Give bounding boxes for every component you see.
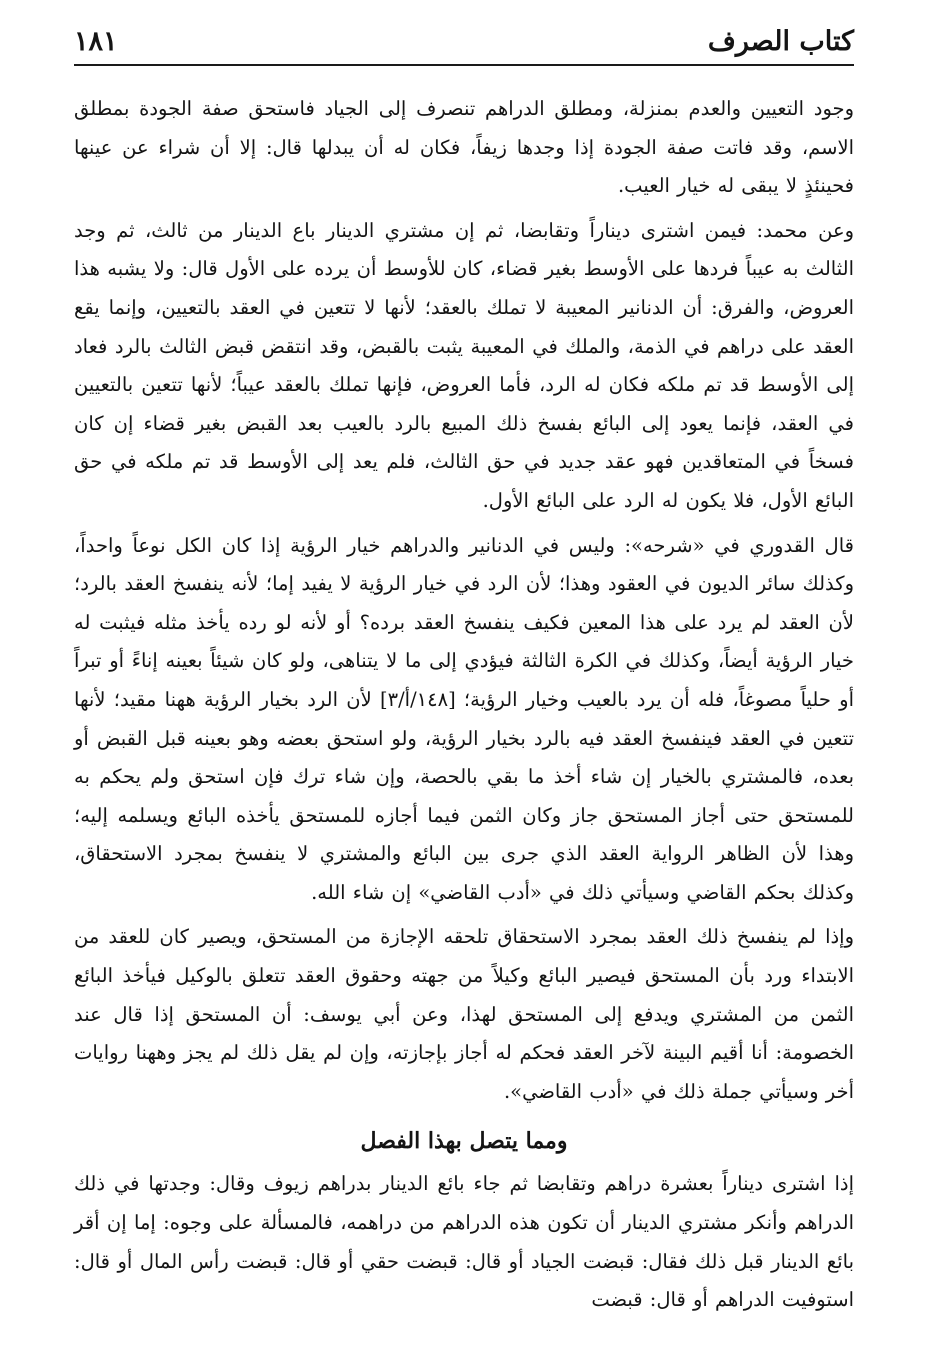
paragraph-1: وجود التعيين والعدم بمنزلة، ومطلق الدراهم تنصرف إلى الجياد فاستحق صفة الجودة بمطلق الاسم، وقد فاتت صفة الجودة إذا وجدها زيفاً، فكان له أن يبدلها قال: إلا أن شراء عن عينها فحينئذٍ لا يبقى له خيار العيب. <box>74 97 854 198</box>
paragraph-4: وإذا لم ينفسخ ذلك العقد بمجرد الاستحقاق تلحقه الإجازة من المستحق، ويصير كان للعقد من الابتداء ورد بأن المستحق فيصير البائع وكيلاً من جهته وحقوق العقد تتعلق بالوكيل فيأخذ البائع الثمن من المشتري ويدفع إلى المستحق لهذا، وعن أبي يوسف: أن المستحق إذا قال عند الخصومة: أنا أقيم البينة لآخر العقد فحكم له أجاز بإجازته، وإن لم يقل ذلك لم يجز وههنا روايات أخر وسيأتي جملة ذلك في «أدب القاضي». <box>74 925 854 1103</box>
page-header <box>74 18 854 66</box>
section-paragraph: إذا اشترى ديناراً بعشرة دراهم وتقابضا ثم جاء بائع الدينار بدراهم زيوف وقال: وجدتها في ذلك الدراهم وأنكر مشتري الدينار أن تكون هذه الدراهم من دراهمه، فالمسألة على وجوه: إما إن أقر بائع الدينار قبل ذلك فقال: قبضت الجياد أو قال: قبضت حقي أو قال: قبضت رأس المال أو قال: استوفيت الدراهم أو قال: قبضت <box>74 1172 854 1312</box>
section-heading: ومما يتصل بهذا الفصل <box>360 1128 568 1155</box>
paragraph-3: قال القدوري في «شرحه»: وليس في الدنانير والدراهم خيار الرؤية إذا كان الكل نوعاً واحداً، وكذلك سائر الديون في العقود وهذا؛ لأن الرد في خيار الرؤية لا يفيد إما؛ لأنه ينفسخ العقد بالرد؛ لأن العقد لم يرد على هذا المعين فكيف ينفسخ العقد برده؟ أو لأنه لو رده يأخذ مثله فيثبت له خيار الرؤية أيضاً، وكذلك في الكرة الثالثة فيؤدي إلى ما لا يتناهى، ولو كان شيئاً بعينه إناءً أو تبراً أو حلياً مصوغاً، فله أن يرد بالعيب وخيار الرؤية؛ [١٤٨/أ/٣] لأن الرد بخيار الرؤية ههنا مقيد؛ لأنها تتعين في العقد فينفسخ العقد فيه بالرد بخيار الرؤية، ولو استحق بعضه وهو بعينه قبل القبض أو بعده، فالمشتري بالخيار إن شاء أخذ ما بقي بالحصة، وإن شاء ترك فإن استحق ولم يحكم به للمستحق حتى أجاز المستحق جاز وكان الثمن فيما أجازه للمستحق يأخذه البائع ويسلمه إليه؛ وهذا لأن الظاهر الرواية العقد الذي جرى بين البائع والمشتري لا ينفسخ بمجرد الاستحقاق، وكذلك بحكم القاضي وسيأتي ذلك في «أدب القاضي» إن شاء الله. <box>74 533 855 904</box>
book-page <box>74 18 854 1320</box>
running-title: كتاب الصرف <box>707 26 854 57</box>
paragraph-2: وعن محمد: فيمن اشترى ديناراً وتقابضا، ثم إن مشتري الدينار باع الدينار من ثالث، ثم وجد الثالث به عيباً فردها على الأوسط بغير قضاء، كان للأوسط أن يرده على الأول قال: ولا يشبه هذا العروض، والفرق: أن الدنانير المعيبة لا تملك بالعقد؛ لأنها لا تتعين في العقد بالتعيين، وإنما يقع العقد على دراهم في الذمة، والملك في المعيبة يثبت بالقبض، وقد انتقض قبض الثالث بالرد فعاد إلى الأوسط قد تم ملكه فكان له الرد، فأما العروض، فإنها تملك بالعقد عيباً؛ لأنها تتعين بالتعيين في العقد، فإنما يعود إلى البائع بفسخ ذلك المبيع بالرد بالعيب بعد القبض بغير قضاء إن كان فسخاً في المتعاقدين فهو عقد جديد في حق الثالث، فلم يعد إلى الأوسط قد تم ملكه في حق البائع الأول، فلا يكون له الرد على البائع الأول. <box>74 218 854 512</box>
page-number: ١٨١ <box>74 26 118 57</box>
page-body <box>74 90 854 1320</box>
